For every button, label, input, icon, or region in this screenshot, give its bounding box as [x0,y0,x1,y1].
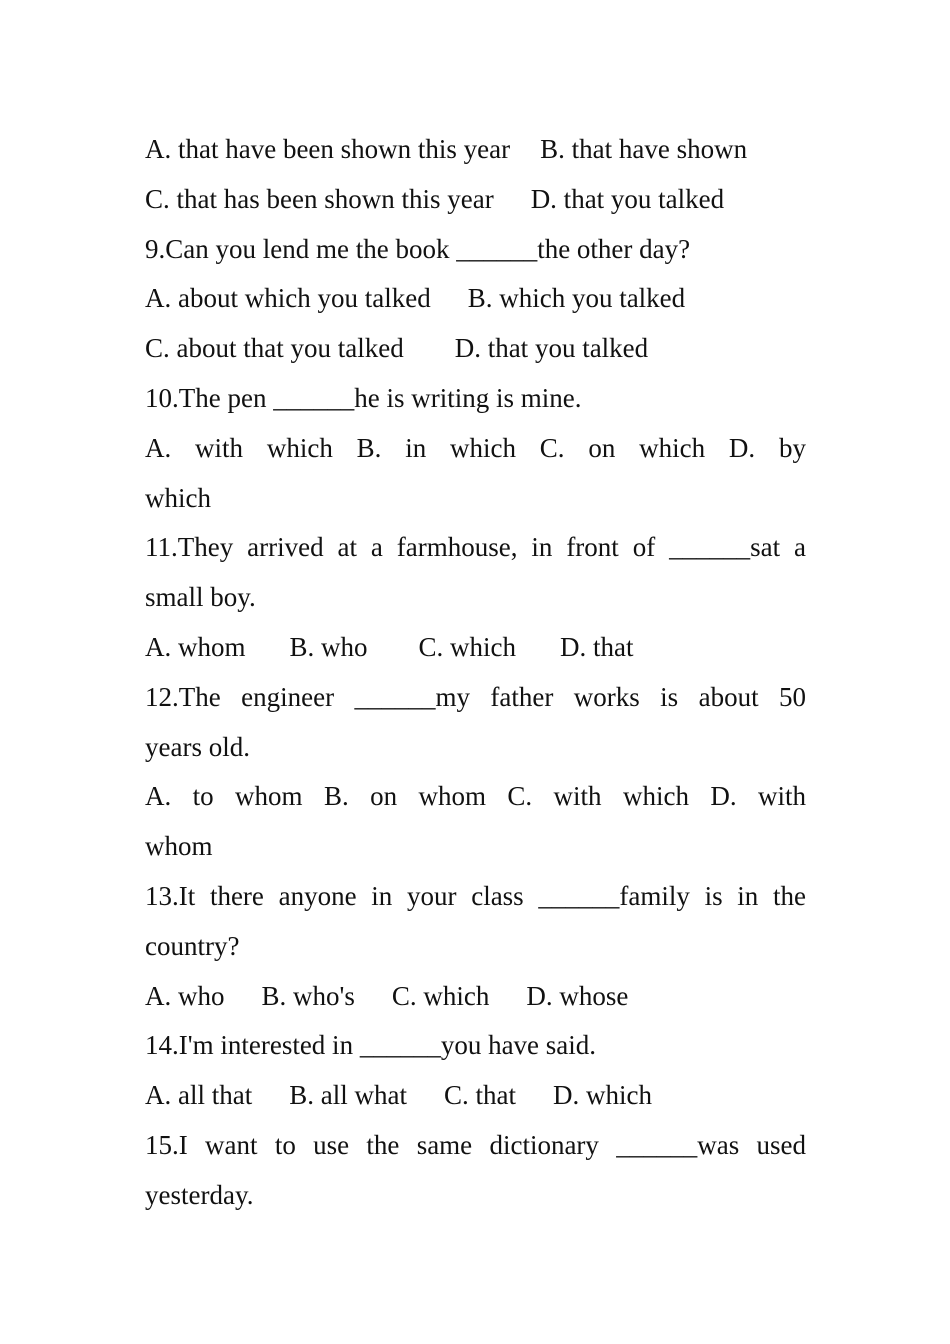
answer-option: D. whose [526,980,629,1011]
text-line [145,324,806,374]
answer-option: C. which [391,980,490,1011]
text-line: 15.I want to use the same dictionary ______was used [145,1129,806,1160]
text-line: 11.They arrived at a farmhouse, in front of ______sat a [145,532,806,563]
text-line: years old. [145,731,250,762]
text-line: 9.Can you lend me the book ______the other day? [145,233,691,264]
answer-option: D. which [552,1080,652,1111]
text-line: country? [145,930,240,961]
text-line: small boy. [145,582,256,613]
answer-option: C. that has been shown this year [145,183,494,214]
text-line [145,972,806,1022]
answer-option: B. all what [289,1080,407,1111]
text-line [145,1071,806,1121]
text-line: yesterday. [145,1179,254,1210]
text-line [145,274,806,324]
document-page [145,125,806,1221]
text-line: A. to whom B. on whom C. with which D. with [145,781,806,812]
answer-option: D. that [560,631,634,662]
text-line: whom [145,831,213,862]
text-line: which [145,482,211,513]
answer-option: C. that [443,1080,516,1111]
text-line: 13.It there anyone in your class ______family is in the [145,880,806,911]
text-line: A. with which B. in which C. on which D. by [145,432,806,463]
answer-option: B. who's [261,980,355,1011]
answer-option: A. who [145,980,225,1011]
answer-option: C. which [418,631,517,662]
answer-option: D. that you talked [454,333,649,364]
answer-option: B. that have shown [540,134,748,164]
answer-option: A. about which you talked [145,283,431,314]
answer-option: D. that you talked [530,183,725,214]
answer-option: B. who [289,631,368,662]
answer-option: A. all that [145,1080,253,1111]
answer-option: A. that have been shown this year [145,134,511,164]
text-line [145,125,806,175]
text-line: 12.The engineer ______my father works is about 50 [145,681,806,712]
text-line [145,623,806,673]
answer-option: B. which you talked [467,283,686,314]
text-line: 14.I'm interested in ______you have said. [145,1030,597,1061]
answer-option: A. whom [145,631,246,662]
answer-option: C. about that you talked [145,333,404,364]
text-line [145,175,806,225]
text-line: 10.The pen ______he is writing is mine. [145,382,582,413]
